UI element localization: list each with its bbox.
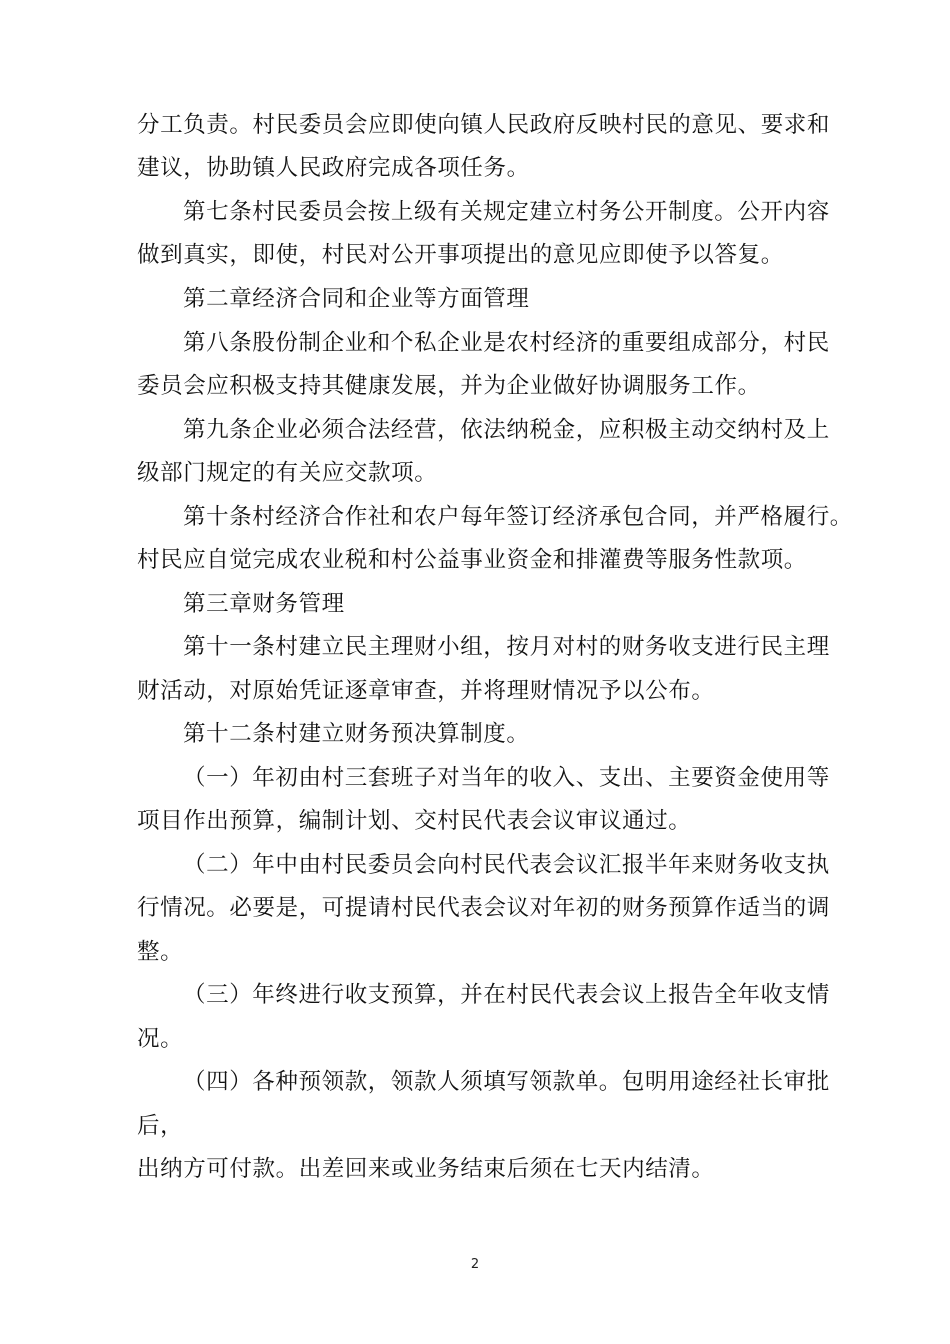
paragraph-line: （三）年终进行收支预算，并在村民代表会议上报告全年收支情	[183, 982, 830, 1008]
paragraph-line: 行情况。必要是，可提请村民代表会议对年初的财务预算作适当的调	[137, 895, 831, 921]
paragraph-line: 做到真实，即使，村民对公开事项提出的意见应即使予以答复。	[137, 242, 784, 268]
paragraph-line: （一）年初由村三套班子对当年的收入、支出、主要资金使用等	[183, 765, 830, 791]
chapter-heading: 第三章财务管理	[183, 591, 345, 617]
page-number: 2	[470, 1257, 480, 1272]
paragraph-line: （二）年中由村民委员会向村民代表会议汇报半年来财务收支执	[183, 852, 830, 878]
chapter-heading: 第二章经济合同和企业等方面管理	[183, 286, 530, 312]
paragraph-line: 第十一条村建立民主理财小组，按月对村的财务收支进行民主理	[183, 634, 830, 660]
paragraph-line: 第九条企业必须合法经营，依法纳税金，应积极主动交纳村及上	[183, 417, 830, 443]
paragraph-line: 村民应自觉完成农业税和村公益事业资金和排灌费等服务性款项。	[137, 547, 807, 573]
paragraph-line: 财活动，对原始凭证逐章审查，并将理财情况予以公布。	[137, 678, 715, 704]
paragraph-line: 分工负责。村民委员会应即使向镇人民政府反映村民的意见、要求和	[137, 112, 831, 138]
paragraph-line: 建议，协助镇人民政府完成各项任务。	[137, 155, 530, 181]
paragraph-line: （四）各种预领款，领款人须填写领款单。包明用途经社长审批	[183, 1069, 830, 1095]
paragraph-line: 出纳方可付款。出差回来或业务结束后须在七天内结清。	[137, 1156, 715, 1182]
paragraph-line: 整。	[137, 939, 184, 965]
paragraph-line: 后，	[137, 1113, 184, 1139]
paragraph-line: 项目作出预算，编制计划、交村民代表会议审议通过。	[137, 808, 692, 834]
paragraph-line: 第七条村民委员会按上级有关规定建立村务公开制度。公开内容	[183, 199, 830, 225]
paragraph-line: 第十条村经济合作社和农户每年签订经济承包合同，并严格履行。	[183, 504, 853, 530]
paragraph-line: 第八条股份制企业和个私企业是农村经济的重要组成部分，村民	[183, 330, 830, 356]
paragraph-line: 级部门规定的有关应交款项。	[137, 460, 438, 486]
paragraph-line: 委员会应积极支持其健康发展，并为企业做好协调服务工作。	[137, 373, 761, 399]
paragraph-line: 况。	[137, 1026, 184, 1052]
paragraph-line: 第十二条村建立财务预决算制度。	[183, 721, 530, 747]
